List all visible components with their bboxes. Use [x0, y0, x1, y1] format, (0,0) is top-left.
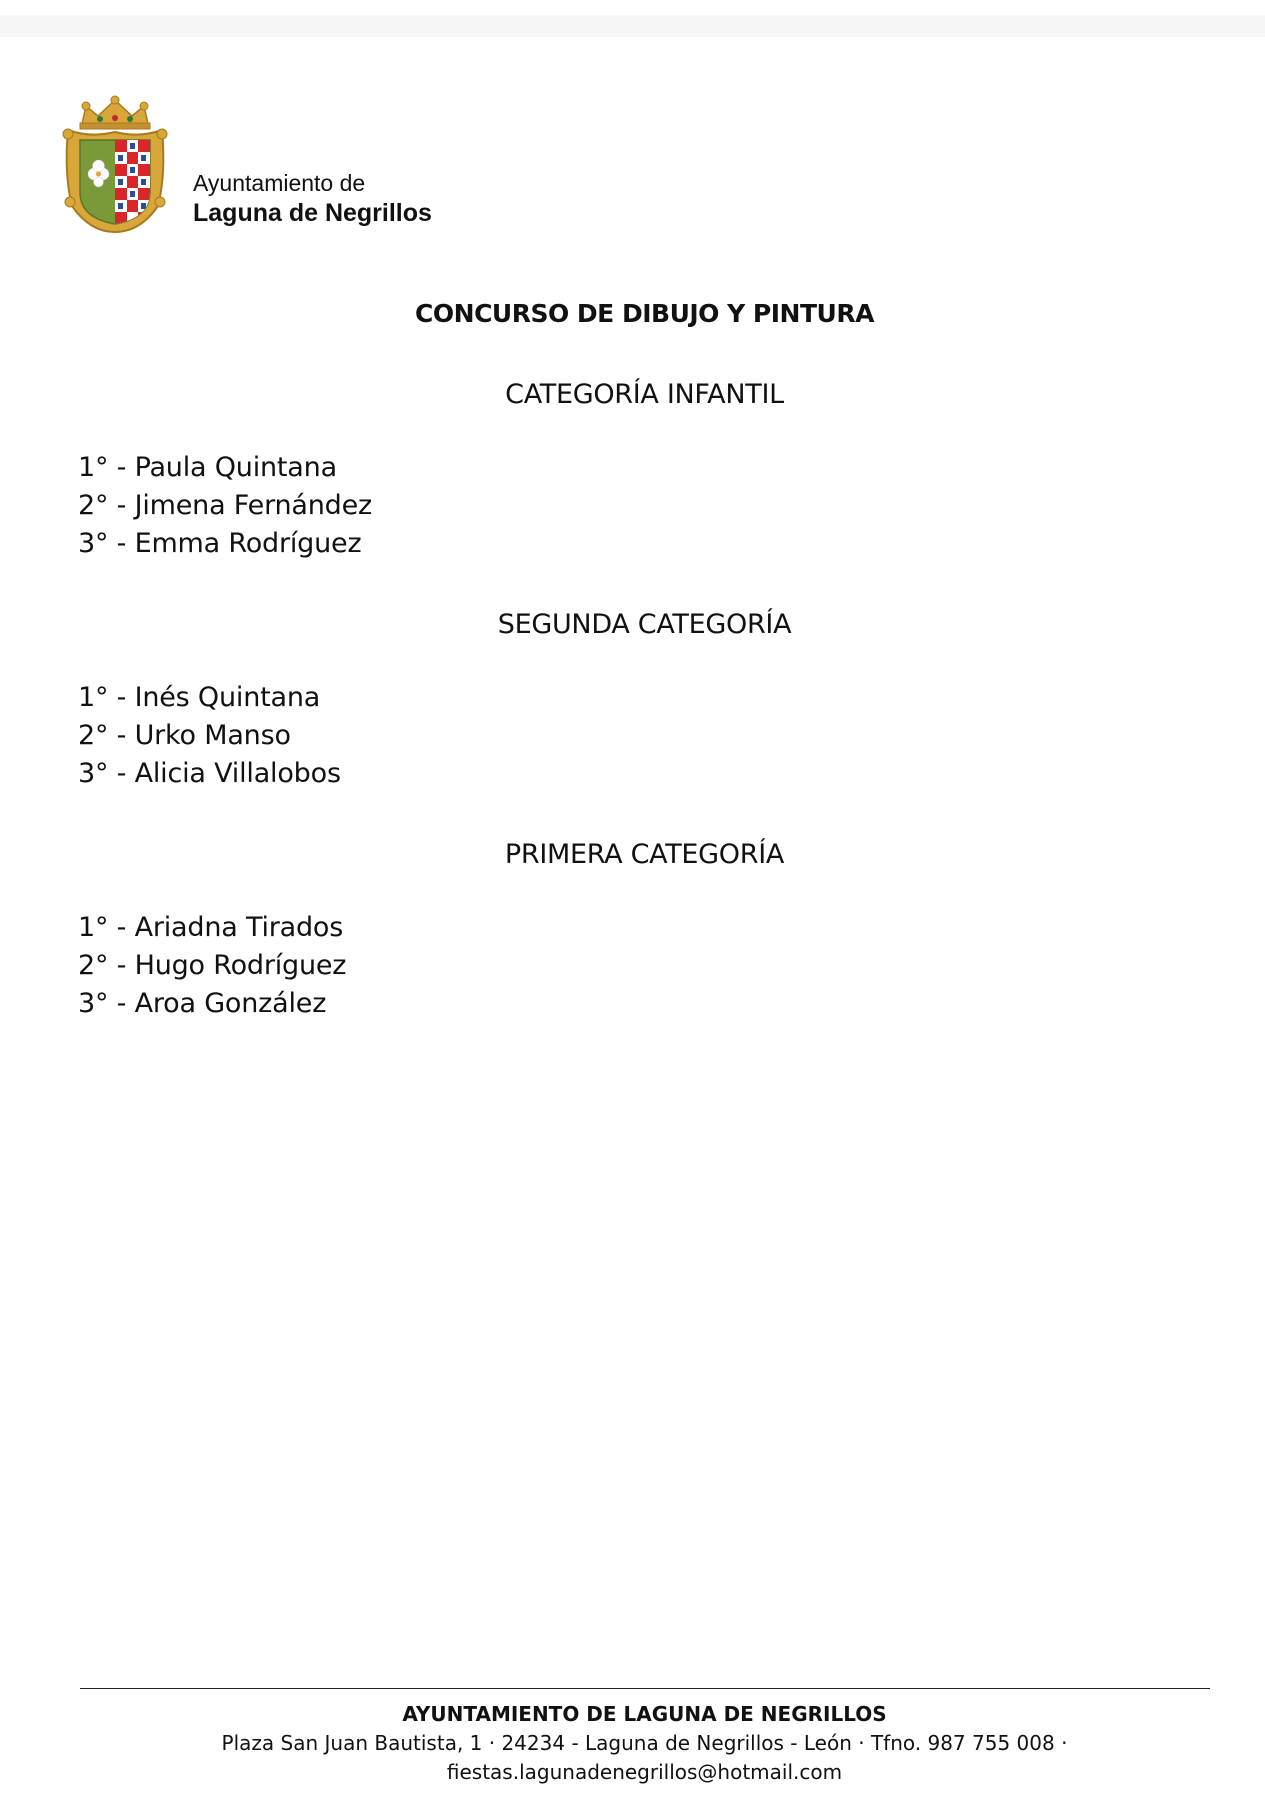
list-item: 1° - Inés Quintana: [78, 682, 321, 713]
footer-org-name: AYUNTAMIENTO DE LAGUNA DE NEGRILLOS: [402, 1702, 887, 1726]
org-name-line2: Laguna de Negrillos: [193, 199, 432, 227]
footer-email: fiestas.lagunadenegrillos@hotmail.com: [446, 1760, 843, 1784]
winners-list: [78, 679, 1265, 793]
list-item: 2° - Hugo Rodríguez: [78, 950, 347, 981]
list-item: 1° - Paula Quintana: [78, 452, 337, 483]
list-item: 2° - Jimena Fernández: [78, 490, 372, 521]
category-heading: SEGUNDA CATEGORÍA: [497, 609, 792, 640]
list-item: 3° - Alicia Villalobos: [78, 758, 341, 789]
document-title: CONCURSO DE DIBUJO Y PINTURA: [415, 299, 874, 328]
category-infantil: [0, 375, 1265, 563]
letterhead: [60, 94, 520, 234]
list-item: 2° - Urko Manso: [78, 720, 291, 751]
category-heading: PRIMERA CATEGORÍA: [504, 839, 785, 870]
footer-address: Plaza San Juan Bautista, 1 · 24234 - Laguna de Negrillos - León · Tfno. 987 755 008 ·: [221, 1731, 1068, 1755]
category-segunda: [0, 605, 1265, 793]
category-primera: [0, 835, 1265, 1023]
winners-list: [78, 909, 1265, 1023]
list-item: 3° - Emma Rodríguez: [78, 528, 362, 559]
winners-list: [78, 449, 1265, 563]
top-band: [0, 15, 1265, 37]
list-item: 3° - Aroa González: [78, 988, 327, 1019]
list-item: 1° - Ariadna Tirados: [78, 912, 344, 943]
footer-divider: [80, 1688, 1210, 1689]
org-name-line1: Ayuntamiento de: [193, 170, 366, 196]
coat-of-arms-icon: [60, 94, 170, 234]
category-heading: CATEGORÍA INFANTIL: [505, 379, 784, 410]
